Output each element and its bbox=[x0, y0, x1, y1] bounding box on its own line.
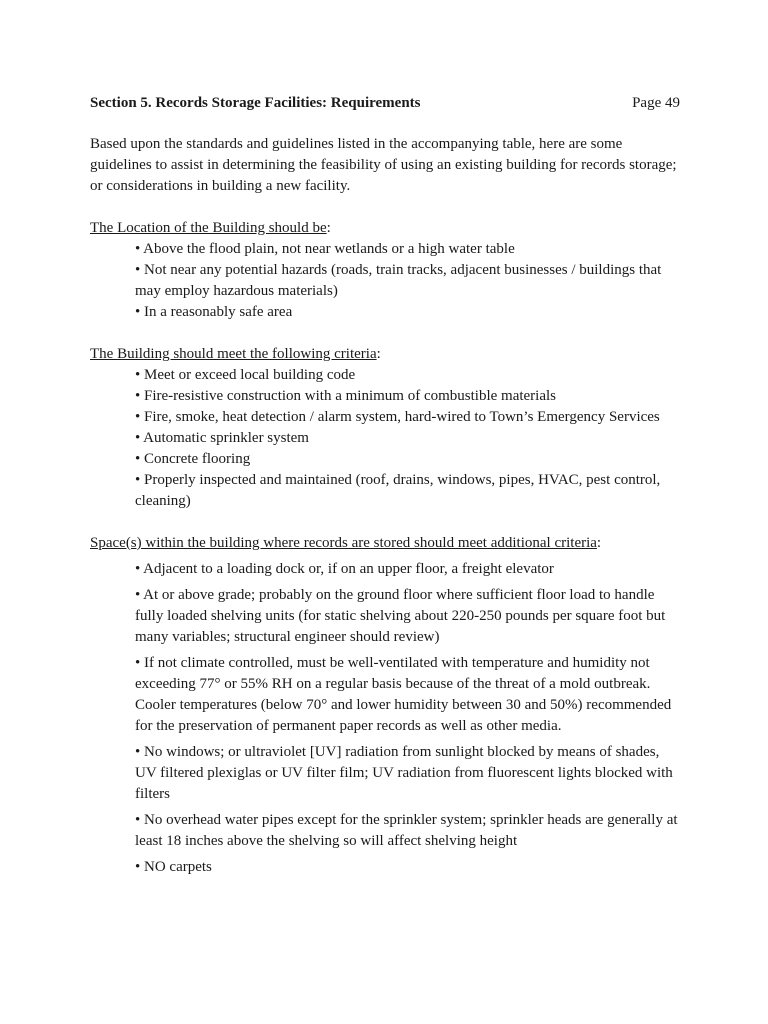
space-heading-text: Space(s) within the building where records are stored should meet additional criteria bbox=[90, 535, 597, 551]
page-number: Page 49 bbox=[632, 95, 680, 111]
space-heading bbox=[90, 533, 680, 554]
location-heading-text: The Location of the Building should be bbox=[90, 220, 327, 236]
list-item: • Above the flood plain, not near wetlands or a high water table bbox=[135, 241, 515, 257]
intro-paragraph: Based upon the standards and guidelines listed in the accompanying table, here are some guidelines to assist in determining the feasibility of using an existing building for records storage; or considerations in building a new facility. bbox=[90, 136, 677, 194]
list-item: • At or above grade; probably on the ground floor where sufficient floor load to handle fully loaded shelving units (for static shelving about 220-250 pounds per square foot but many variables; structural engineer should review) bbox=[135, 587, 666, 645]
list-item: • NO carpets bbox=[135, 859, 212, 875]
page-header bbox=[90, 93, 680, 114]
building-heading bbox=[90, 344, 680, 365]
location-list bbox=[135, 239, 680, 323]
list-item: • Fire-resistive construction with a minimum of combustible materials bbox=[135, 388, 557, 404]
document-page bbox=[90, 93, 680, 899]
space-list bbox=[135, 559, 680, 878]
building-heading-text: The Building should meet the following criteria bbox=[90, 346, 377, 362]
building-list bbox=[135, 365, 680, 512]
list-item: • Automatic sprinkler system bbox=[135, 430, 309, 446]
list-item: • No overhead water pipes except for the sprinkler system; sprinkler heads are generally at least 18 inches above the shelving so will affect shelving height bbox=[135, 812, 678, 849]
list-item: • Adjacent to a loading dock or, if on an upper floor, a freight elevator bbox=[135, 561, 554, 577]
list-item: • Meet or exceed local building code bbox=[135, 367, 356, 383]
list-item: • Not near any potential hazards (roads, train tracks, adjacent businesses / buildings that may employ hazardous materials) bbox=[135, 262, 662, 299]
list-item: • Concrete flooring bbox=[135, 451, 251, 467]
space-heading-suffix: : bbox=[596, 535, 602, 551]
location-heading bbox=[90, 218, 680, 239]
list-item: • If not climate controlled, must be well-ventilated with temperature and humidity not exceeding 77° or 55% RH on a regular basis because of the threat of a mold outbreak. Cooler temperatures (below 70° and lower humidity between 30 and 50%) recommended for the preservation of permanent paper records as well as other media. bbox=[135, 655, 672, 734]
list-item: • In a reasonably safe area bbox=[135, 304, 293, 320]
list-item: • Fire, smoke, heat detection / alarm system, hard-wired to Town’s Emergency Services bbox=[135, 409, 660, 425]
list-item: • No windows; or ultraviolet [UV] radiation from sunlight blocked by means of shades, UV filtered plexiglas or UV filter film; UV radiation from fluorescent lights blocked with filters bbox=[135, 744, 673, 802]
location-heading-suffix: : bbox=[326, 220, 331, 236]
list-item: • Properly inspected and maintained (roof, drains, windows, pipes, HVAC, pest control, cleaning) bbox=[135, 472, 661, 509]
section-title: Section 5. Records Storage Facilities: Requirements bbox=[90, 95, 421, 111]
building-heading-suffix: : bbox=[376, 346, 381, 362]
